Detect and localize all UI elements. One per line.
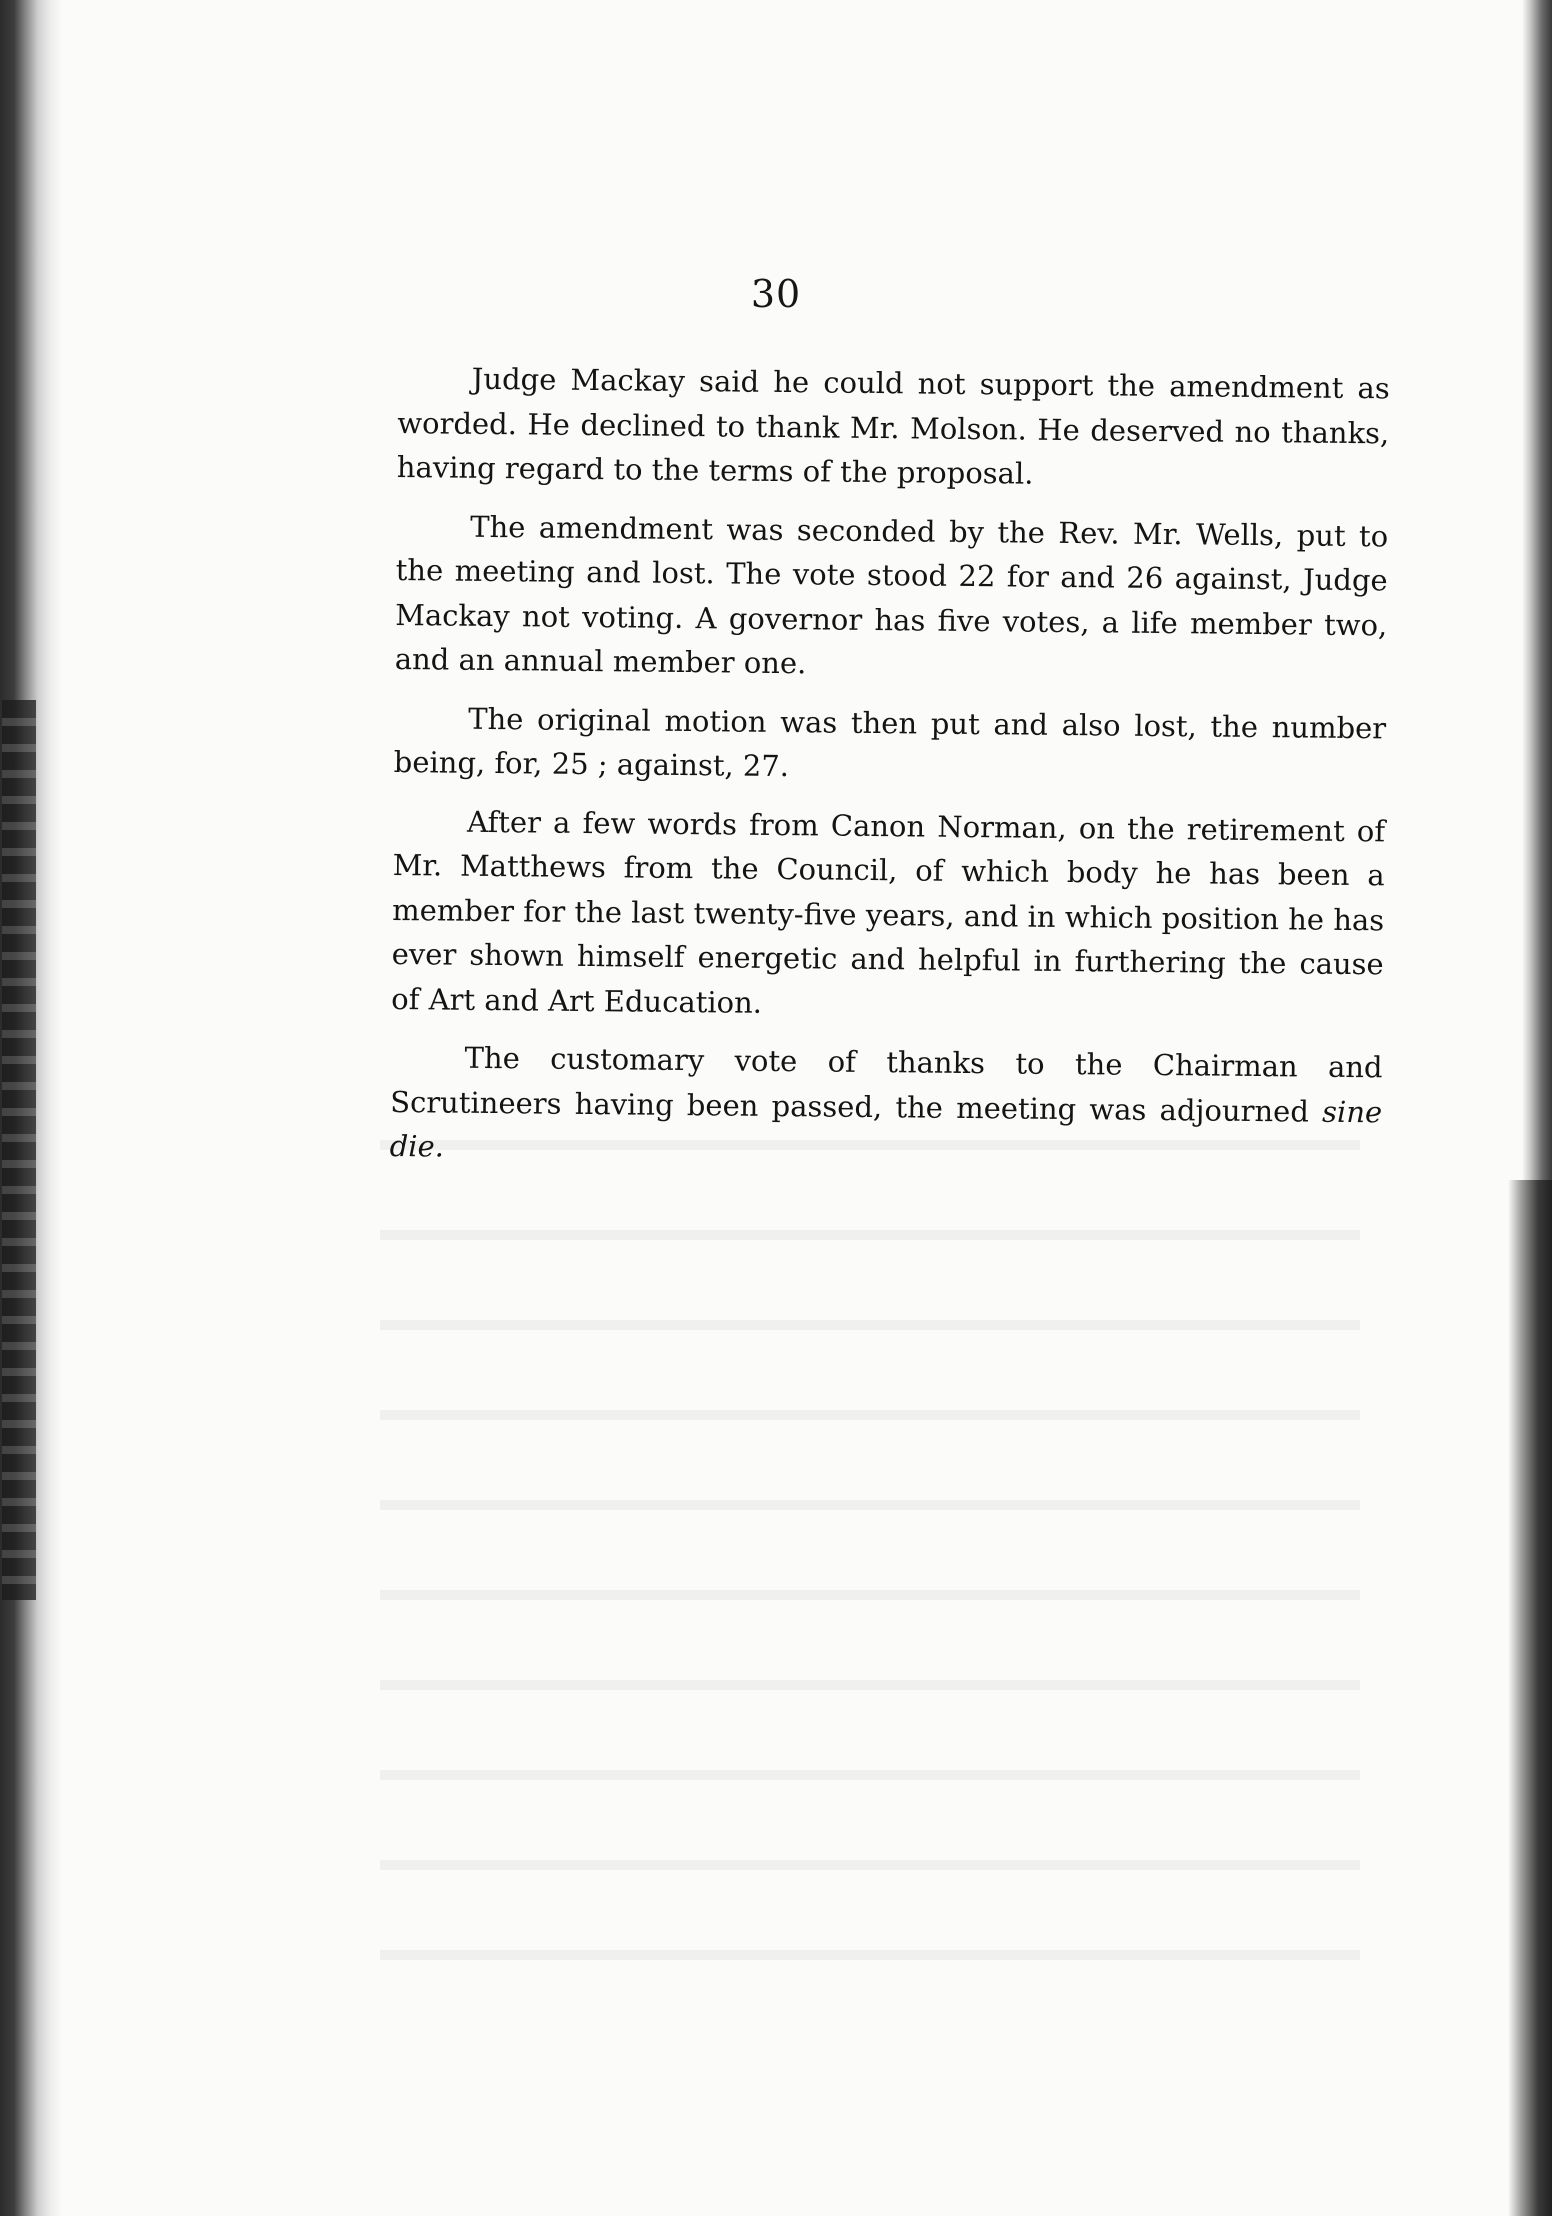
show-through-line [380, 1320, 1360, 1330]
paragraph: The amendment was seconded by the Rev. Mr. Wells, put to the meeting and lost. The vote stood 22 for and 26 against, Judge Mackay not voting. A governor has five votes, a life member two, and an annual member one. [394, 509, 1389, 681]
show-through-line [380, 1860, 1360, 1870]
page-right-edge-shadow [1508, 1180, 1552, 2216]
page-number: 30 [750, 272, 802, 316]
paragraph: The original motion was then put and also lost, the number being, for, 25 ; against, 27. [393, 701, 1387, 784]
show-through-line [380, 1230, 1360, 1240]
paragraph: Judge Mackay said he could not support the amendment as worded. He declined to thank Mr. Molson. He deserved no thanks, having regard to the terms of the proposal. [396, 361, 1390, 491]
show-through-line [380, 1680, 1360, 1690]
show-through-line [380, 1770, 1360, 1780]
book-binding-edge [0, 0, 62, 2216]
show-through-line [380, 1950, 1360, 1960]
paragraph [389, 1035, 1382, 1179]
body-text [389, 356, 1389, 1179]
show-through-line [380, 1500, 1360, 1510]
paragraph-text: The customary vote of thanks to the Chairman and Scrutineers having been passed, the meeting was adjourned [390, 1040, 1383, 1129]
show-through-line [380, 1410, 1360, 1420]
paragraph: After a few words from Canon Norman, on the retirement of Mr. Matthews from the Council, of which body he has been a member for the last twenty-five years, and in which position he has ever shown himself energetic and helpful in furthering the cause of Art and Art Education. [391, 804, 1386, 1020]
show-through-line [380, 1590, 1360, 1600]
binding-spine-marks [2, 700, 36, 1600]
italic-phrase: sine die. [389, 1094, 1383, 1164]
